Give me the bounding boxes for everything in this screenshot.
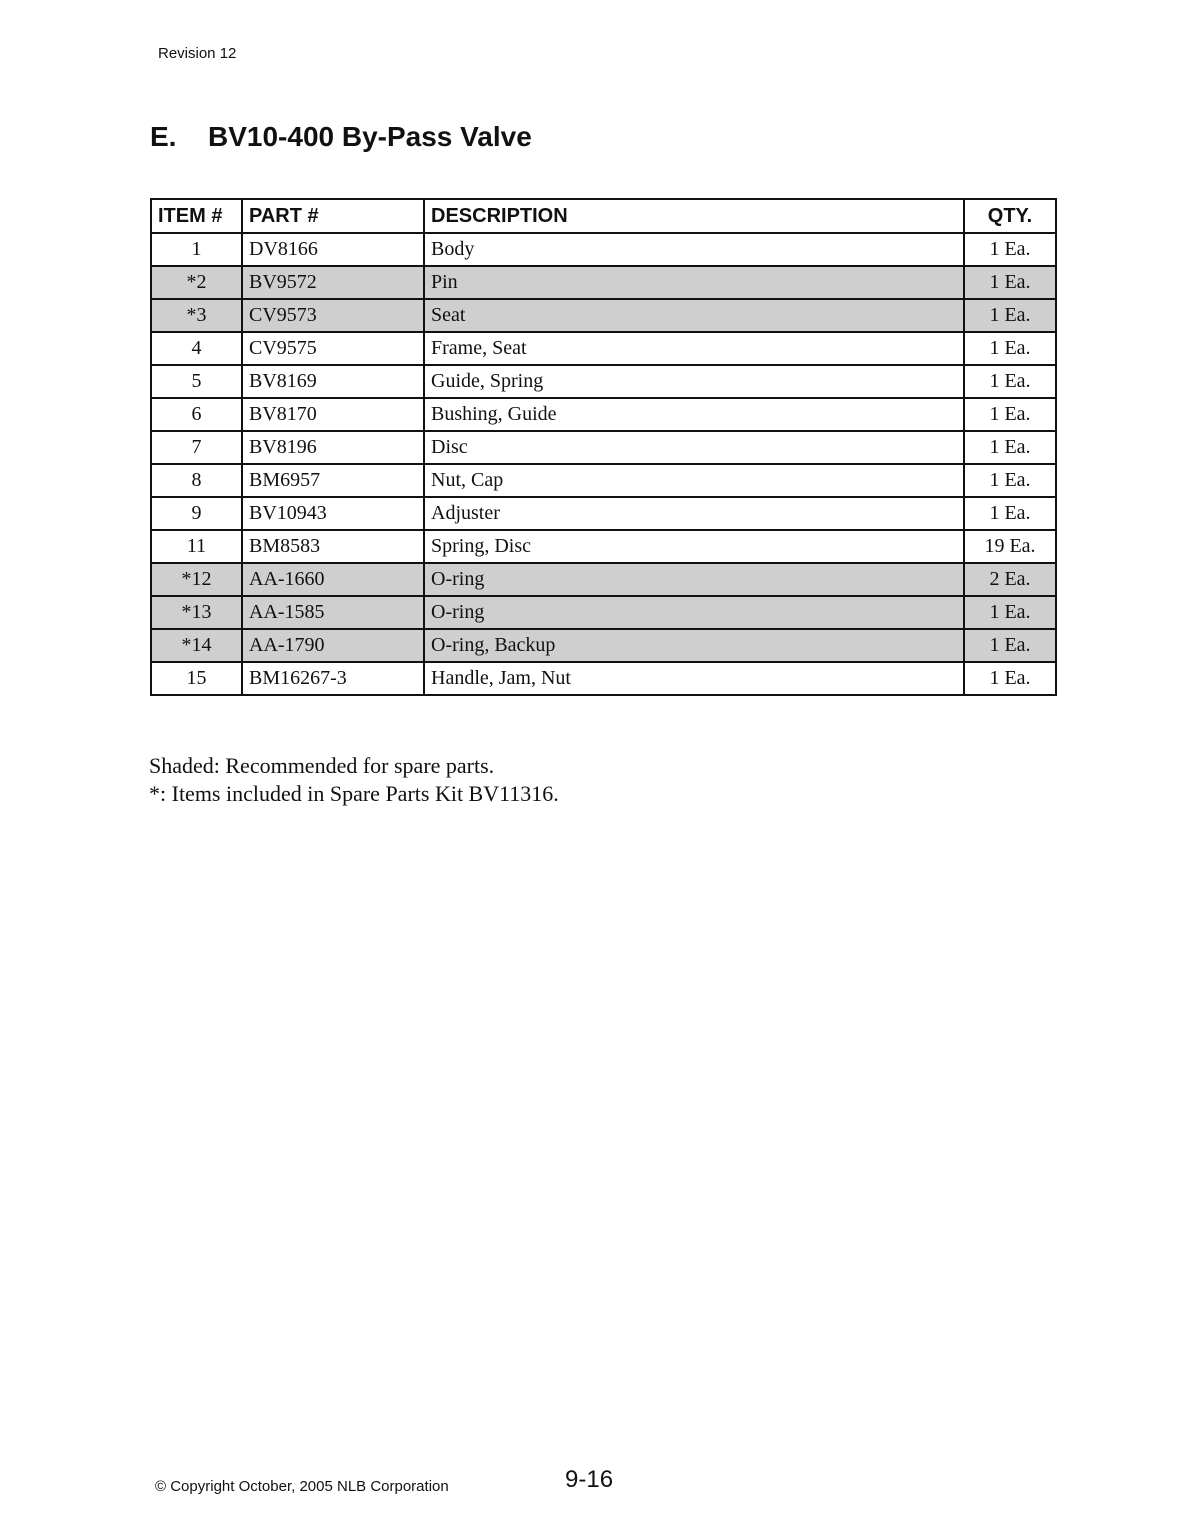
cell-description: Nut, Cap [424, 464, 964, 497]
column-header-part: PART # [242, 199, 424, 233]
copyright-text: © Copyright October, 2005 NLB Corporation [155, 1478, 449, 1495]
table-row [151, 629, 1056, 662]
table-row [151, 398, 1056, 431]
cell-description: Body [424, 233, 964, 266]
table-row [151, 563, 1056, 596]
cell-item: 6 [151, 398, 242, 431]
cell-item: 7 [151, 431, 242, 464]
cell-qty: 1 Ea. [964, 629, 1056, 662]
cell-description: O-ring [424, 596, 964, 629]
parts-table-body [151, 233, 1056, 695]
cell-description: O-ring [424, 563, 964, 596]
notes [149, 752, 559, 808]
cell-item: 8 [151, 464, 242, 497]
cell-item: *2 [151, 266, 242, 299]
cell-part: AA-1790 [242, 629, 424, 662]
table-row [151, 530, 1056, 563]
cell-item: *3 [151, 299, 242, 332]
cell-part: BM16267-3 [242, 662, 424, 695]
cell-part: BV8169 [242, 365, 424, 398]
cell-qty: 1 Ea. [964, 266, 1056, 299]
column-header-description: DESCRIPTION [424, 199, 964, 233]
cell-part: BV9572 [242, 266, 424, 299]
cell-description: Guide, Spring [424, 365, 964, 398]
cell-item: 5 [151, 365, 242, 398]
cell-item: *13 [151, 596, 242, 629]
section-title-text: BV10-400 By-Pass Valve [208, 121, 532, 152]
cell-item: 15 [151, 662, 242, 695]
cell-qty: 1 Ea. [964, 497, 1056, 530]
table-header-row [151, 199, 1056, 233]
cell-part: AA-1660 [242, 563, 424, 596]
cell-part: AA-1585 [242, 596, 424, 629]
cell-part: CV9573 [242, 299, 424, 332]
cell-part: DV8166 [242, 233, 424, 266]
table-row [151, 497, 1056, 530]
table-row [151, 431, 1056, 464]
cell-item: 9 [151, 497, 242, 530]
table-row [151, 299, 1056, 332]
cell-qty: 1 Ea. [964, 365, 1056, 398]
cell-qty: 1 Ea. [964, 299, 1056, 332]
cell-description: Pin [424, 266, 964, 299]
column-header-item: ITEM # [151, 199, 242, 233]
table-row [151, 662, 1056, 695]
cell-item: 11 [151, 530, 242, 563]
table-row [151, 332, 1056, 365]
cell-part: BV8170 [242, 398, 424, 431]
parts-table [150, 198, 1057, 696]
cell-qty: 1 Ea. [964, 233, 1056, 266]
cell-qty: 1 Ea. [964, 431, 1056, 464]
cell-part: BM6957 [242, 464, 424, 497]
cell-description: O-ring, Backup [424, 629, 964, 662]
cell-description: Adjuster [424, 497, 964, 530]
table-row [151, 464, 1056, 497]
cell-part: BV10943 [242, 497, 424, 530]
table-row [151, 596, 1056, 629]
section-letter: E. [150, 121, 177, 152]
page-number: 9-16 [565, 1466, 614, 1493]
column-header-qty: QTY. [964, 199, 1056, 233]
section-title [150, 121, 532, 153]
cell-qty: 2 Ea. [964, 563, 1056, 596]
revision-label: Revision 12 [158, 45, 237, 62]
note-kit: *: Items included in Spare Parts Kit BV11316. [149, 781, 559, 806]
cell-description: Seat [424, 299, 964, 332]
cell-description: Spring, Disc [424, 530, 964, 563]
cell-item: 1 [151, 233, 242, 266]
cell-description: Frame, Seat [424, 332, 964, 365]
cell-qty: 19 Ea. [964, 530, 1056, 563]
table-row [151, 266, 1056, 299]
table-row [151, 233, 1056, 266]
note-shaded: Shaded: Recommended for spare parts. [149, 753, 495, 778]
cell-description: Handle, Jam, Nut [424, 662, 964, 695]
table-row [151, 365, 1056, 398]
cell-description: Disc [424, 431, 964, 464]
cell-part: CV9575 [242, 332, 424, 365]
cell-description: Bushing, Guide [424, 398, 964, 431]
cell-qty: 1 Ea. [964, 398, 1056, 431]
cell-qty: 1 Ea. [964, 464, 1056, 497]
cell-item: 4 [151, 332, 242, 365]
cell-qty: 1 Ea. [964, 596, 1056, 629]
cell-part: BV8196 [242, 431, 424, 464]
cell-item: *12 [151, 563, 242, 596]
cell-qty: 1 Ea. [964, 662, 1056, 695]
cell-item: *14 [151, 629, 242, 662]
cell-qty: 1 Ea. [964, 332, 1056, 365]
cell-part: BM8583 [242, 530, 424, 563]
